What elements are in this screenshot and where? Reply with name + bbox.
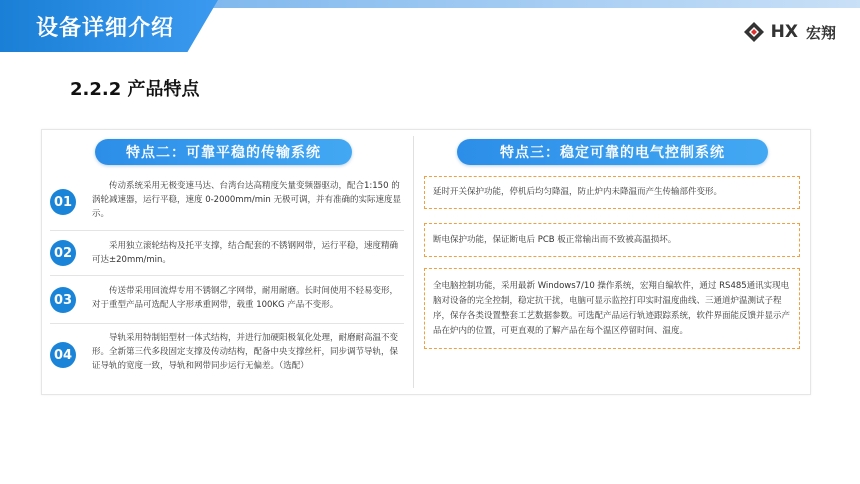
section-title: 2.2.2 产品特点 bbox=[70, 79, 200, 100]
feature-number-badge: 03 bbox=[50, 287, 76, 313]
electrical-feature-text: 断电保护功能，保证断电后 PCB 板正常输出而不致被高温损坏。 bbox=[433, 234, 677, 245]
page-title: 设备详细介绍 bbox=[36, 16, 175, 41]
feature-text: 传送带采用回流焊专用不锈钢乙字网带，耐用耐磨。长时间使用不轻易变形，对于重型产品可选配人字形承重网带，载重 100KG 产品不变形。 bbox=[92, 286, 399, 310]
electrical-feature-text: 全电脑控制功能，采用最新 Windows7/10 操作系统，宏翔自编软件，通过 RS485通讯实现电脑对设备的完全控制，稳定抗干扰，电脑可显示监控打印实时温度曲线、三通道炉温测试子程序，保存各类设置整套工艺数据参数。可选配产品运行轨迹跟踪系统，软件界面能反馈并显示产品在炉内的位置，可更直观的了解产品在每个温区停留时间、温度。 bbox=[433, 280, 791, 336]
card-divider bbox=[413, 136, 414, 388]
header-top-line bbox=[200, 0, 860, 8]
electrical-feature-box bbox=[424, 223, 800, 257]
logo-brand-mark: HX bbox=[770, 22, 798, 42]
feature-separator bbox=[50, 230, 404, 231]
feature-text: 传动系统采用无极变速马达、台湾台达高精度矢量变频器驱动，配合1:150 的涡轮减速器，运行平稳，速度 0-2000mm/min 无极可调，并有准确的实际速度显示。 bbox=[92, 181, 401, 219]
logo-brand-name: 宏翔 bbox=[805, 23, 836, 42]
left-panel-title: 特点二：可靠平稳的传输系统 bbox=[95, 139, 352, 165]
electrical-feature-text: 延时开关保护功能，停机后均匀降温，防止炉内未降温而产生传输部件变形。 bbox=[433, 187, 723, 197]
feature-separator bbox=[50, 323, 404, 324]
feature-number-badge: 02 bbox=[50, 240, 76, 266]
feature-number-badge: 01 bbox=[50, 189, 76, 215]
right-panel-title: 特点三：稳定可靠的电气控制系统 bbox=[457, 139, 768, 165]
feature-separator bbox=[50, 275, 404, 276]
electrical-feature-box bbox=[424, 176, 800, 209]
feature-text: 采用独立滚轮结构及托平支撑，结合配套的不锈钢网带，运行平稳，速度精确可达±20mm/min。 bbox=[92, 241, 399, 265]
diamond-logo-icon bbox=[743, 21, 765, 43]
company-logo bbox=[743, 20, 836, 44]
electrical-feature-box bbox=[424, 268, 800, 349]
feature-text: 导轨采用特制铝型材一体式结构，并进行加硬阳极氧化处理，耐磨耐高温不变形。全新第三代多段固定支撑及传动结构，配备中央支撑丝杆，同步调节导轨，保证导轨的宽度一致，导轨和网带同步运行无偏差。（选配） bbox=[92, 333, 399, 371]
feature-number-badge: 04 bbox=[50, 342, 76, 368]
